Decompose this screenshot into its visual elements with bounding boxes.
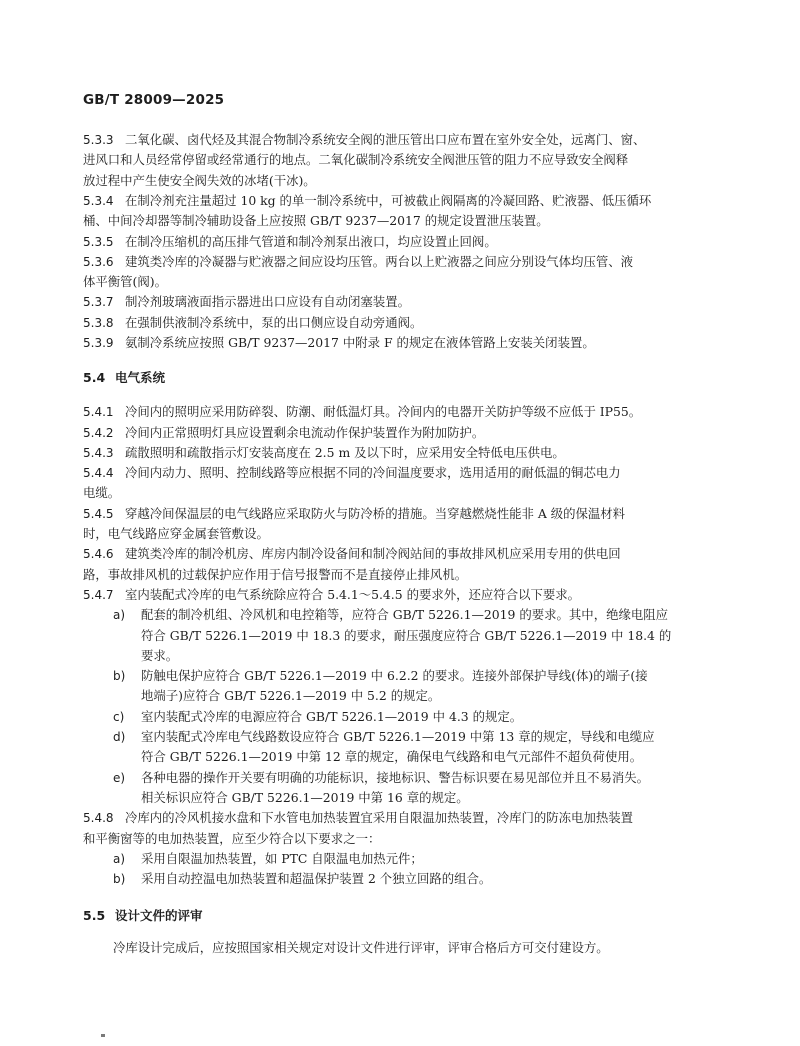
clause-text-line: 和平衡窗等的电加热装置，应至少符合以下要求之一：	[83, 830, 381, 846]
clause-number: 5.3.6	[83, 254, 114, 269]
list-item-text-line: 采用自动控温电加热装置和超温保护装置 2 个独立回路的组合。	[141, 871, 492, 887]
clause-number: 5.3.8	[83, 315, 114, 330]
list-item-text-line: 采用自限温加热装置，如 PTC 自限温电加热元件；	[141, 850, 423, 866]
clause-text-line: 电缆。	[83, 485, 121, 501]
clause-text-line: 在制冷剂充注量超过 10 kg 的单一制冷系统中，可被截止阀隔离的冷凝回路、贮液器、低压循环	[125, 192, 652, 208]
clause-number: 5.4.7	[83, 588, 114, 602]
list-item-text-line: 地端子)应符合 GB/T 5226.1—2019 中 5.2 的规定。	[141, 688, 441, 704]
list-item-label: b)	[113, 872, 126, 887]
list-item-text-line: 符合 GB/T 5226.1—2019 中 18.3 的要求，耐压强度应符合 GB/T 5226.1—2019 中 18.4 的	[141, 627, 672, 643]
clause-number: 5.4.6	[83, 547, 114, 562]
clause-number: 5.3.3	[83, 133, 114, 147]
clause-number: 5.3.5	[83, 234, 114, 249]
clause-text-line: 体平衡管(阀)。	[83, 274, 168, 290]
clause-number: 5.3.9	[83, 336, 114, 350]
section-number: 5.5	[83, 907, 106, 923]
list-item-text-line: 各种电器的操作开关要有明确的功能标识，接地标识、警告标识要在易见部位并且不易消失。	[141, 769, 650, 785]
list-item-text-line: 符合 GB/T 5226.1—2019 中第 12 章的规定，确保电气线路和电气元部件不超负荷使用。	[141, 749, 643, 765]
paragraph-text: 冷库设计完成后，应按照国家相关规定对设计文件进行评审，评审合格后方可交付建设方。	[113, 939, 609, 955]
list-item-text-line: 防触电保护应符合 GB/T 5226.1—2019 中 6.2.2 的要求。连接外部保护导线(体)的端子(接	[141, 668, 648, 684]
section-title-text: 电气系统	[115, 370, 166, 386]
clause-number: 5.4.1	[83, 405, 114, 420]
section-number: 5.4	[83, 370, 106, 386]
clause-text-line: 穿越冷间保温层的电气线路应采取防火与防冷桥的措施。当穿越燃烧性能非 A 级的保温材料	[125, 505, 626, 521]
clause-number: 5.4.2	[83, 425, 114, 440]
clause-text-line: 时，电气线路应穿金属套管敷设。	[83, 526, 269, 542]
clause-text-line: 制冷剂玻璃液面指示器进出口应设有自动闭塞装置。	[125, 294, 410, 310]
clause-text-line: 在制冷压缩机的高压排气管道和制冷剂泵出液口，均应设置止回阀。	[125, 233, 497, 249]
list-item-label: b)	[113, 669, 126, 684]
section-heading	[83, 367, 165, 389]
clause-text-line: 冷间内正常照明灯具应设置剩余电流动作保护装置作为附加防护。	[125, 424, 485, 440]
clause-number: 5.3.7	[83, 295, 114, 310]
clause-text-line: 氨制冷系统应按照 GB/T 9237—2017 中附录 F 的规定在液体管路上安装关闭装置。	[125, 335, 595, 350]
list-item-text-line: 配套的制冷机组、冷风机和电控箱等，应符合 GB/T 5226.1—2019 的要求。其中，绝缘电阻应	[141, 607, 669, 623]
list-item-label: a)	[113, 608, 126, 623]
list-item-text-line: 要求。	[141, 647, 179, 663]
clause-text-line: 疏散照明和疏散指示灯安装高度在 2.5 m 及以下时，应采用安全特低电压供电。	[125, 444, 565, 460]
clause-text-line: 二氧化碳、卤代烃及其混合物制冷系统安全阀的泄压管出口应布置在室外安全处，远离门、窗、	[125, 132, 646, 147]
list-item-text-line: 室内装配式冷库的电源应符合 GB/T 5226.1—2019 中 4.3 的规定。	[141, 708, 523, 724]
clause-text-line: 路，事故排风机的过载保护应作用于信号报警而不是直接停止排风机。	[83, 566, 468, 582]
clause-text-line: 进风口和人员经常停留或经常通行的地点。二氧化碳制冷系统安全阀泄压管的阻力不应导致安全阀释	[83, 152, 629, 168]
list-item-label: d)	[113, 730, 126, 745]
clause-text-line: 放过程中产生使安全阀失效的冰堵(干冰)。	[83, 172, 316, 188]
clause-text-line: 桶、中间冷却器等制冷辅助设备上应按照 GB/T 9237—2017 的规定设置泄压装置。	[83, 213, 549, 229]
clause-number: 5.4.5	[83, 506, 114, 521]
list-item-label: a)	[113, 851, 126, 866]
list-item-label: e)	[113, 770, 126, 785]
clause-number: 5.4.3	[83, 445, 114, 460]
clause-text-line: 建筑类冷库的制冷机房、库房内制冷设备间和制冷阀站间的事故排风机应采用专用的供电回	[125, 546, 621, 562]
clause-text-line: 建筑类冷库的冷凝器与贮液器之间应设均压管。两台以上贮液器之间应分别设气体均压管、液	[125, 253, 634, 269]
clause-text-line: 在强制供液制冷系统中，泵的出口侧应设自动旁通阀。	[125, 314, 423, 330]
list-item-text-line: 室内装配式冷库电气线路数设应符合 GB/T 5226.1—2019 中第 13 章的规定，导线和电缆应	[141, 729, 655, 745]
clause-text-line: 冷间内的照明应采用防碎裂、防潮、耐低温灯具。冷间内的电器开关防护等级不应低于 IP55。	[125, 404, 642, 420]
clause-number: 5.4.4	[83, 466, 114, 481]
section-heading	[83, 905, 203, 927]
clause-text-line: 室内装配式冷库的电气系统除应符合 5.4.1～5.4.5 的要求外，还应符合以下要求。	[125, 587, 581, 602]
clause-text-line: 冷库内的冷风机接水盘和下水管电加热装置宜采用自限温加热装置，冷库门的防冻电加热装置	[125, 810, 634, 826]
section-title-text: 设计文件的评审	[115, 907, 203, 923]
standard-number-header: GB/T 28009—2025	[83, 92, 225, 108]
clause-number: 5.3.4	[83, 193, 114, 208]
list-item-text-line: 相关标识应符合 GB/T 5226.1—2019 中第 16 章的规定。	[141, 789, 469, 805]
list-item-label: c)	[113, 709, 125, 724]
clause-text-line: 冷间内动力、照明、控制线路等应根据不同的冷间温度要求，选用适用的耐低温的铜芯电力	[125, 465, 621, 481]
page-mark	[101, 1034, 105, 1037]
clause-number: 5.4.8	[83, 811, 114, 826]
